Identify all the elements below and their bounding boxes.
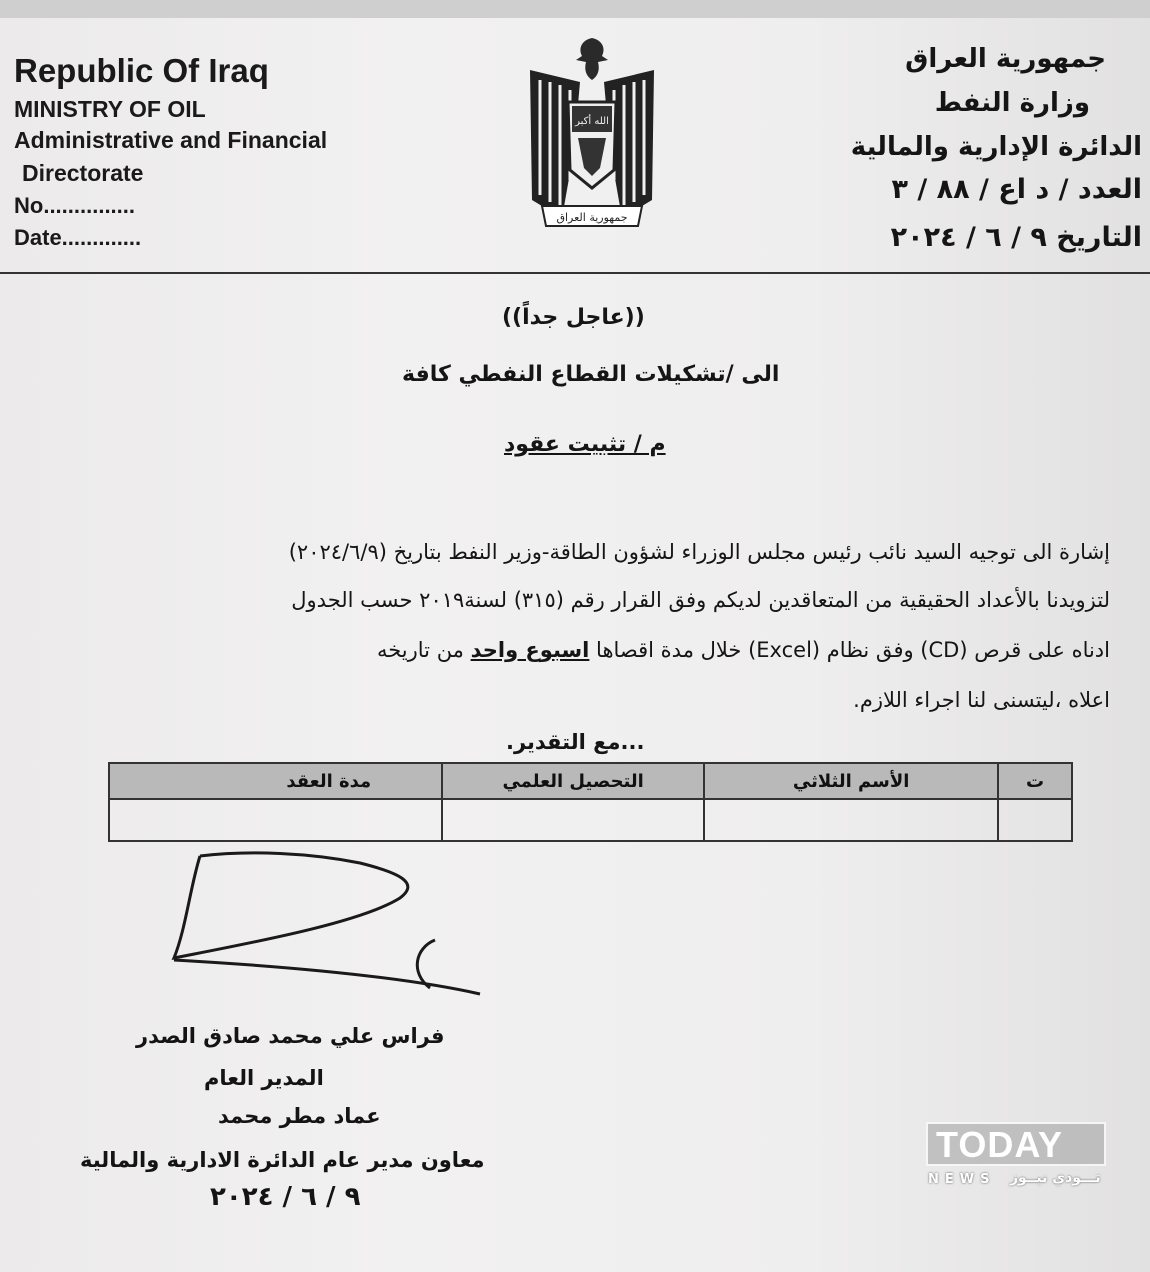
header-date-label: Date............. [14, 225, 142, 250]
watermark-news-ar: تـــودي نيــوز [1010, 1170, 1101, 1186]
watermark-news-en: NEWS [928, 1172, 996, 1187]
header-country-en: Republic Of Iraq [14, 52, 269, 89]
handwritten-signature [160, 848, 490, 998]
body-line-1: إشارة الى توجيه السيد نائب رئيس مجلس الوزراء لشؤون الطاقة-وزير النفط بتاريخ (٢٠٢٤/٦/٩) [288, 540, 1110, 564]
director-name: فراس علي محمد صادق الصدر [136, 1024, 445, 1048]
director-title: المدير العام [204, 1066, 324, 1090]
body-line-3: ادناه على قرص (CD) وفق نظام (Excel) خلال مدة اقصاها اسبوع واحد من تاريخه [376, 638, 1110, 662]
urgency-label: ((عاجل جداً)) [502, 305, 645, 330]
header-no-label: No............... [14, 193, 136, 218]
cell-contract-duration [109, 799, 442, 841]
header-seq: ت [998, 763, 1072, 799]
header-dept-en-line2: Directorate [22, 160, 144, 186]
watermark-brand: TODAY [936, 1124, 1064, 1165]
header-dept-en-line1: Administrative and Financial [14, 127, 328, 153]
today-news-watermark [926, 1122, 1106, 1194]
header-full-name: الأسم الثلاثي [704, 763, 998, 799]
iraq-coat-of-arms [522, 30, 662, 230]
header-education: التحصيل العلمي [442, 763, 704, 799]
table-header-row [109, 763, 1072, 799]
header-divider [0, 272, 1150, 274]
contracts-table [108, 762, 1073, 842]
header-contract-duration: مدة العقد [109, 763, 442, 799]
deputy-name: عماد مطر محمد [218, 1104, 381, 1128]
cell-seq [998, 799, 1072, 841]
deputy-title: معاون مدير عام الدائرة الادارية والمالية [80, 1148, 485, 1172]
subject-line: م / تثبيت عقود [504, 432, 666, 457]
recipient-line: الى /تشكيلات القطاع النفطي كافة [402, 362, 780, 387]
emblem-motto: الله أكبر [575, 116, 609, 127]
cell-education [442, 799, 704, 841]
body-line-4: اعلاه ،ليتسنى لنا اجراء اللازم. [853, 688, 1110, 712]
closing-line: ...مع التقدير. [506, 730, 645, 754]
header-ministry-ar: وزارة النفط [934, 88, 1090, 118]
torn-paper-edge [0, 0, 1150, 18]
header-date-ar: التاريخ ٩ / ٦ / ٢٠٢٤ [890, 222, 1142, 253]
header-number-ar: العدد / د اع / ٨٨ / ٣ [891, 174, 1142, 205]
body-line-2: لتزويدنا بالأعداد الحقيقية من المتعاقدين لديكم وفق القرار رقم (٣١٥) لسنة٢٠١٩ حسب الجدول [291, 588, 1110, 612]
emphasis-one-week: اسبوع واحد [470, 638, 590, 662]
emblem-ribbon: جمهورية العراق [556, 211, 628, 224]
header-ministry-en: MINISTRY OF OIL [14, 96, 206, 122]
header-country-ar: جمهورية العراق [905, 44, 1106, 74]
cell-full-name [704, 799, 998, 841]
table-row [109, 799, 1072, 841]
header-dept-ar: الدائرة الإدارية والمالية [850, 132, 1142, 162]
signature-date: ٩ / ٦ / ٢٠٢٤ [210, 1182, 361, 1212]
